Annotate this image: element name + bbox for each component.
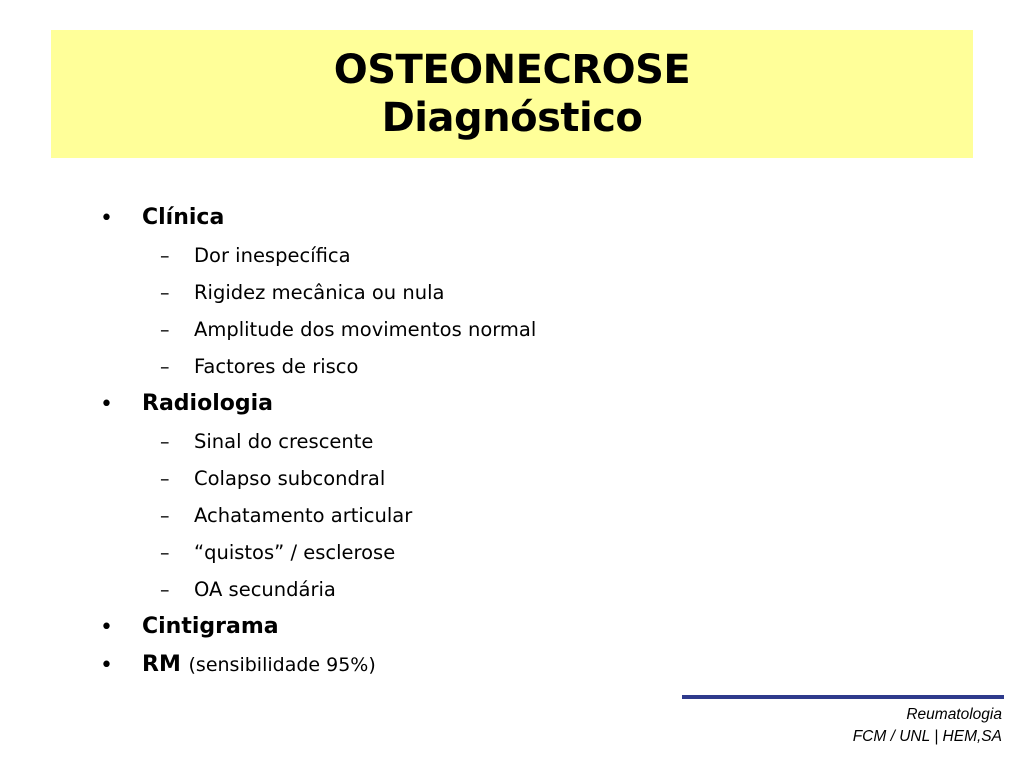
sub-item-label: Colapso subcondral — [194, 467, 386, 490]
bullet-item-rm — [100, 647, 800, 685]
sub-item — [100, 238, 800, 275]
footer-credit — [853, 704, 1002, 748]
sub-item-label: Sinal do crescente — [194, 430, 374, 453]
dash-icon: – — [160, 356, 170, 378]
sub-item-label: Factores de risco — [194, 355, 359, 378]
bullet-icon: • — [100, 206, 113, 231]
sub-item — [100, 349, 800, 386]
rm-label: RM — [142, 652, 181, 677]
sub-item — [100, 461, 800, 498]
dash-icon: – — [160, 468, 170, 490]
bullet-icon: • — [100, 653, 113, 678]
bullet-label-radiologia: Radiologia — [142, 391, 273, 416]
rm-sensitivity-note: (sensibilidade 95%) — [188, 654, 376, 676]
bullet-label-rm — [142, 651, 376, 679]
dash-icon: – — [160, 542, 170, 564]
dash-icon: – — [160, 319, 170, 341]
title-box — [51, 30, 973, 158]
dash-icon: – — [160, 505, 170, 527]
sub-item-label: “quistos” / esclerose — [194, 541, 396, 564]
bullet-icon: • — [100, 615, 113, 640]
dash-icon: – — [160, 245, 170, 267]
bullet-label-clinica: Clínica — [142, 205, 225, 230]
footer-line-reumatologia: Reumatologia — [906, 706, 1002, 723]
sub-item — [100, 275, 800, 312]
bullet-item-radiologia — [100, 386, 800, 424]
sub-item-label: Achatamento articular — [194, 504, 413, 527]
bullet-list — [100, 200, 800, 685]
sub-item — [100, 312, 800, 349]
dash-icon: – — [160, 282, 170, 304]
bullet-item-clinica — [100, 200, 800, 238]
sub-item — [100, 424, 800, 461]
sub-item-label: OA secundária — [194, 578, 336, 601]
bullet-icon: • — [100, 392, 113, 417]
footer-rule — [682, 695, 1004, 699]
footer-line-institution: FCM / UNL | HEM,SA — [852, 728, 1002, 745]
sub-item-label: Rigidez mecânica ou nula — [194, 281, 445, 304]
title-main: OSTEONECROSE — [333, 47, 691, 93]
bullet-label-cintigrama: Cintigrama — [142, 614, 279, 639]
title-subtitle: Diagnóstico — [381, 95, 643, 141]
sub-item — [100, 572, 800, 609]
sub-item-label: Dor inespecífica — [194, 244, 351, 267]
sub-item-label: Amplitude dos movimentos normal — [194, 318, 537, 341]
bullet-item-cintigrama — [100, 609, 800, 647]
dash-icon: – — [160, 579, 170, 601]
dash-icon: – — [160, 431, 170, 453]
sub-item — [100, 498, 800, 535]
sub-item — [100, 535, 800, 572]
